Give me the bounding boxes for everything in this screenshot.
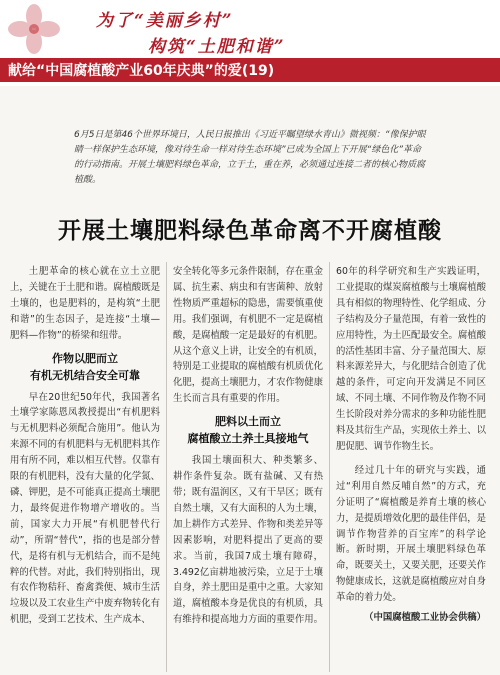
section-heading-line1: 作物以肥而立: [52, 351, 118, 365]
article-column-1: [10, 264, 160, 672]
column-divider: [166, 262, 167, 672]
section-heading-line1: 肥料以土而立: [215, 415, 281, 429]
section-heading: [10, 350, 160, 384]
page-title: 开展土壤肥料绿色革命离不开腐植酸: [58, 218, 442, 244]
section-heading: [173, 413, 323, 447]
column-divider: [329, 262, 330, 672]
article-credit: （中国腐植酸工业协会供稿）: [364, 612, 486, 624]
section-heading-line2: 腐植酸立土养土具接地气: [187, 432, 309, 446]
banner-title-line2: 构筑“土肥和谐”: [148, 37, 286, 57]
intro-paragraph: 6月5日是第46个世界环境日，人民日报推出《习近平瞩望绿水青山》微视频：“像保护眼睛一样保护生态环境，像对待生命一样对待生态环境”已成为全国上下开展“绿色化”革命的行动指南。开展土壤肥料绿色革命，立于土，重在养，必须通过连接二者的核心物质腐植酸。: [74, 130, 426, 185]
banner-subtitle-bar: [0, 58, 500, 82]
section-heading-line2: 有机无机结合安全可靠: [30, 368, 140, 382]
body-paragraph: 我国土壤面积大、种类繁多、耕作条件复杂。既有盐碱、又有热带；既有温润区，又有干旱区；既有自然土壤，又有大面积的人为土壤，加上耕作方式差异、作物和类差异等因素影响，对肥料提出了更高的要求。当前，我国7成土壤有障碍，3.492亿亩耕地被污染，立足于土壤自身，养土肥田是重中之重。大家知道，腐植酸本身是优良的有机质，具有维持和提高地力方面的重要作用。: [173, 455, 323, 626]
flower-icon: [6, 2, 62, 56]
article-column-3: [336, 264, 486, 672]
body-paragraph: 60年的科学研究和生产实践证明，工业提取的煤炭腐植酸与土壤腐植酸具有相似的物理特性、化学组成、分子结构及分子量范围，有着一致性的应用特性，为土匹配最安全。腐植酸的活性基团丰富、分子量范围大、原料来源差异大，与化肥结合创造了优越的条件，可定向开发满足不同区域、不同土壤、不同作物及作物不同生长阶段对养分需求的多种功能性肥料及其衍生产品，实现依土养土、以肥促肥、调节作物生长。: [336, 266, 486, 452]
body-paragraph: 早在20世纪50年代，我国著名土壤学家陈恩凤教授提出“有机肥料与无机肥料必须配合施用”。他认为来源不同的有机肥料与无机肥料其作用有所不同，难以相互代替。仅靠有限的有机肥料，没有大量的化学氮、磷、钾肥，是不可能真正提高土壤肥力，最终促进作物增产增收的。当前，国家大力开展“有机肥替代行动”，所谓“替代”，指的也是部分替代，是将有机与无机结合，而不是纯粹的代替。对此，我们特别指出，现有农作物秸秆、畜禽粪便、城市生活垃圾以及工农业生产中废弃物转化有机肥，受到工艺技术、生产成本、: [10, 391, 160, 626]
banner-title-line1: 为了“美丽乡村”: [96, 11, 234, 31]
body-paragraph: 经过几十年的研究与实践，通过“利用自然反哺自然”的方式，充分证明了“腐植酸是养育土壤的核心力，是提质增效化肥的最佳伴侣，是调节作物营养的百宝库”的科学论断。新时期，开展土壤肥料绿色革命，既要关土，又要关肥，还要关作物健康成长，这就是腐植酸应对自身革命的着力处。: [336, 464, 486, 604]
article-column-2: [173, 264, 323, 672]
body-paragraph: 土肥革命的核心就在立土立肥上，关键在于土肥和谐。腐植酸既是土壤的，也是肥料的，是构筑“土肥和谐”的生态因子，是连接“土壤—肥料—作物”的桥梁和纽带。: [10, 266, 160, 341]
header-banner: [0, 0, 500, 86]
banner-subtitle: 献给“中国腐植酸产业60年庆典”的爱(19): [8, 63, 275, 79]
body-paragraph: 安全转化等多元条件限制，存在重金属、抗生素、病虫和有害菌种、放射性物质严重超标的隐患，需要慎重使用。我们强调，有机肥不一定是腐植酸，是腐植酸一定是最好的有机肥。从这个意义上讲，让安全的有机质，特别是工业提取的腐植酸有机质优化化肥，提高土壤肥力，才农作物健康生长而言具有重要的作用。: [173, 266, 323, 405]
